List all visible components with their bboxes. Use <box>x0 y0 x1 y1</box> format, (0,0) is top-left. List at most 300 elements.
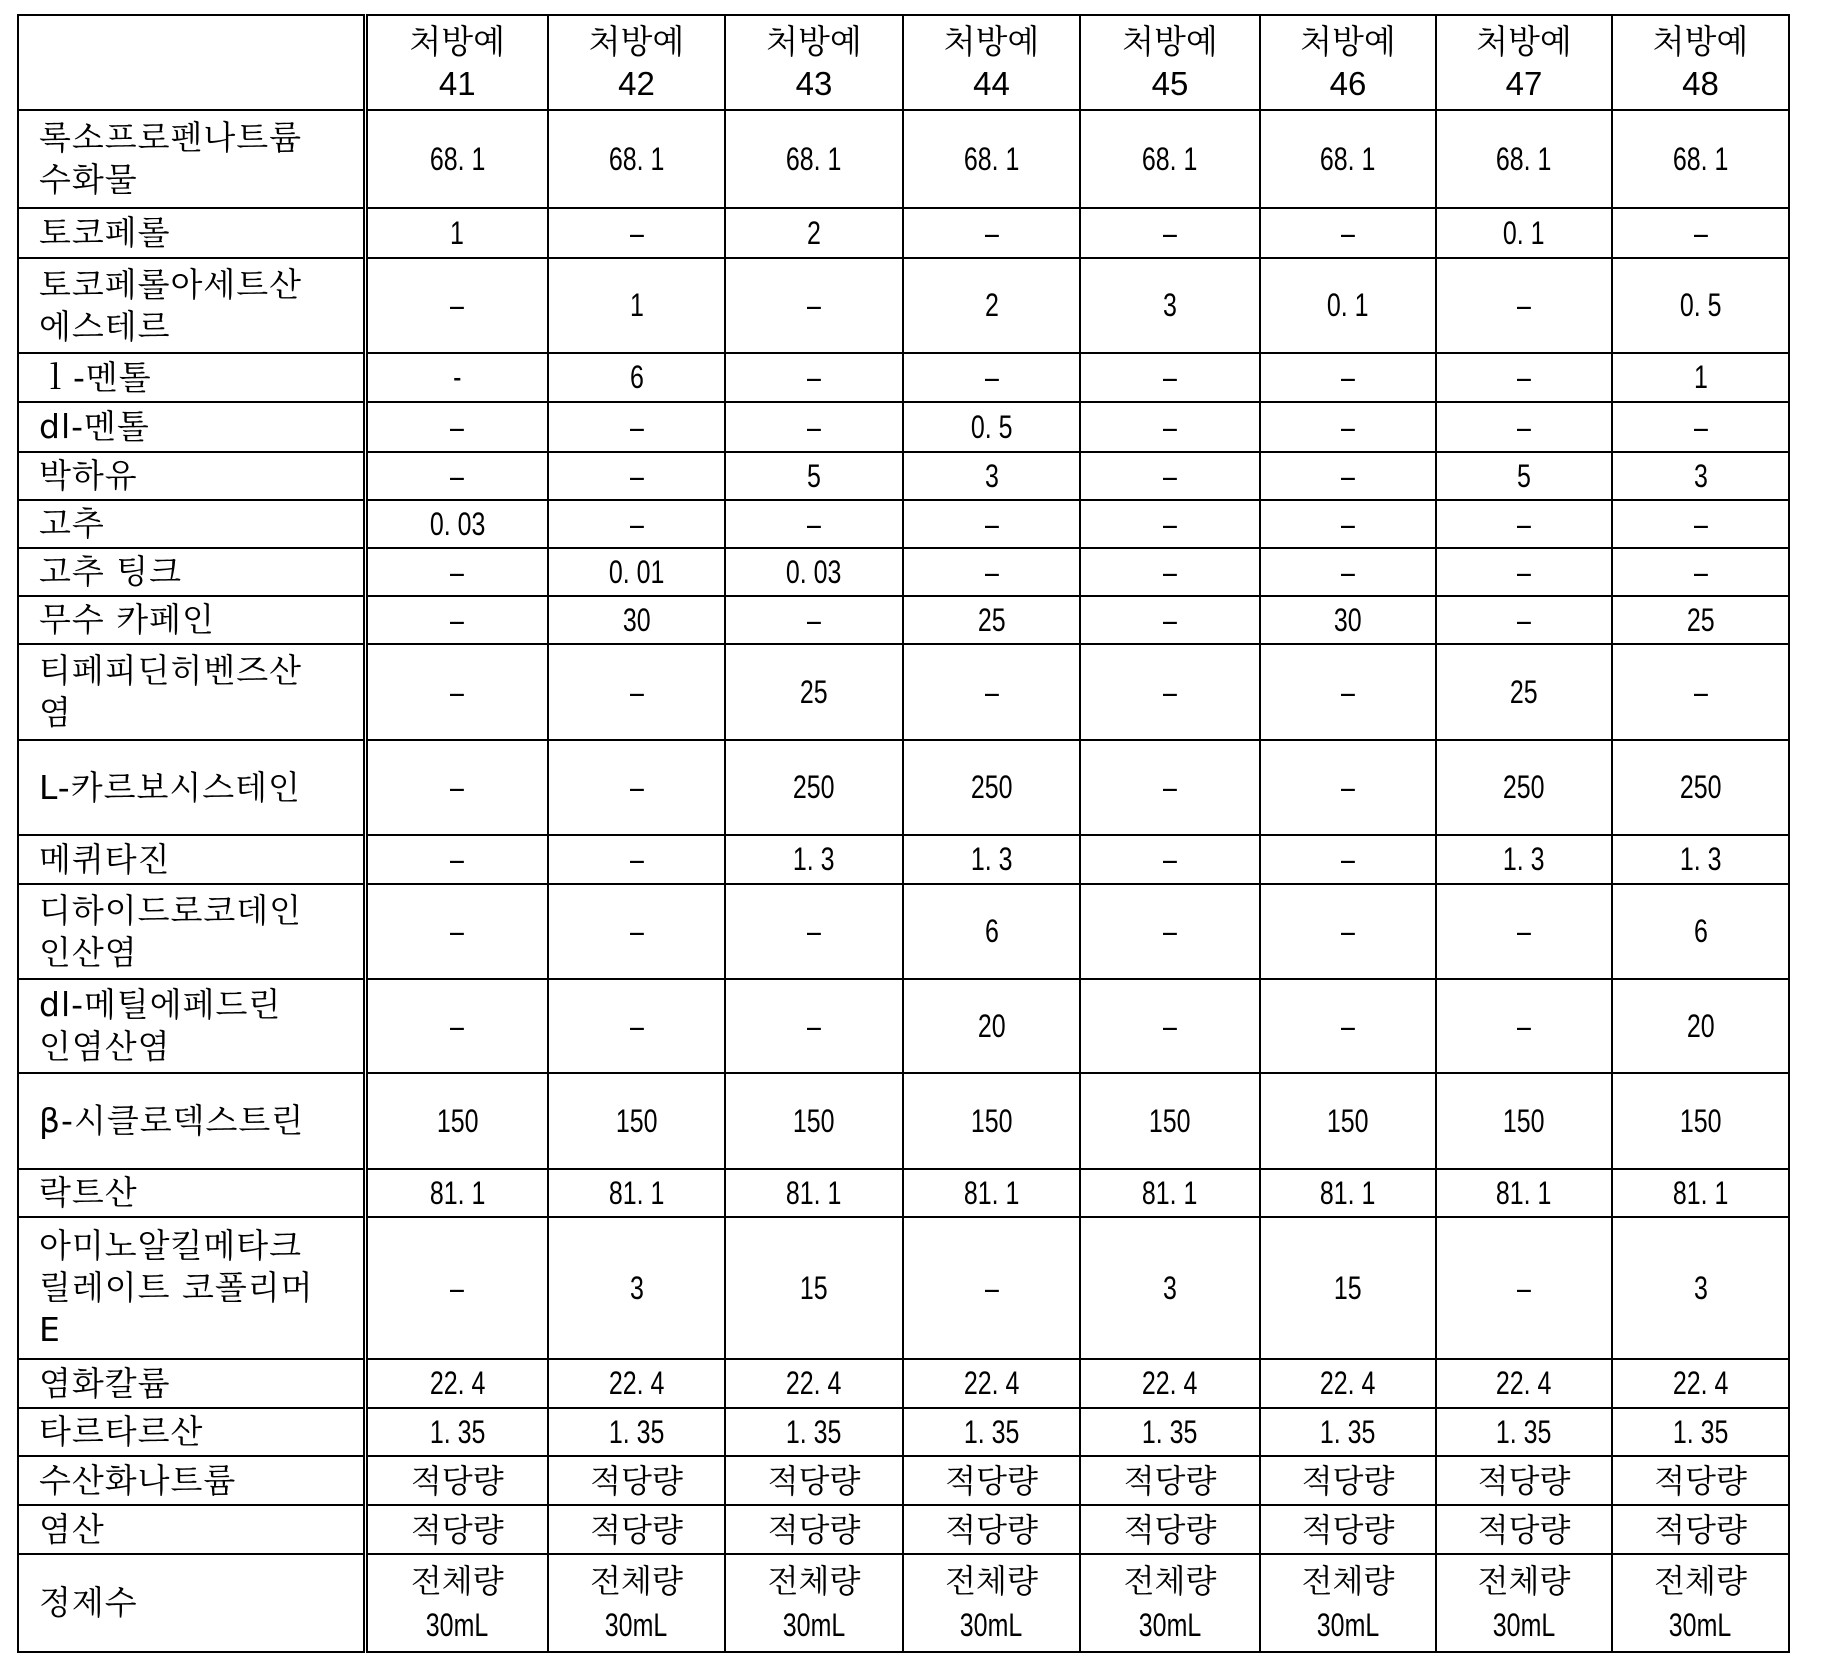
amount-value: – <box>984 673 999 710</box>
amount-value: – <box>629 214 644 251</box>
amount-cell <box>903 208 1080 258</box>
amount-cell <box>1612 402 1789 452</box>
table-row <box>18 1073 1789 1169</box>
amount-value: 20 <box>1686 1007 1715 1044</box>
amount-value: – <box>450 457 465 494</box>
amount-value: – <box>1341 214 1355 251</box>
amount-cell <box>725 548 903 596</box>
amount-cell <box>365 1408 548 1456</box>
amount-value: 250 <box>793 769 835 805</box>
amount-value: – <box>1341 1007 1355 1044</box>
amount-value: 적당량 <box>590 1461 683 1500</box>
amount-value: – <box>629 769 644 805</box>
amount-cell <box>725 452 903 500</box>
amount-value: 68. 1 <box>1142 140 1198 177</box>
column-header-title: 처방예 <box>943 21 1040 61</box>
amount-cell <box>1260 402 1436 452</box>
ingredient-name-line: ｌ-멘톨 <box>39 357 152 397</box>
amount-cell <box>725 979 903 1073</box>
amount-cell <box>548 1408 725 1456</box>
amount-cell <box>903 644 1080 740</box>
table-row <box>18 979 1789 1073</box>
amount-value: 22. 4 <box>429 1365 485 1401</box>
amount-value: – <box>450 913 465 949</box>
amount-cell <box>1436 644 1612 740</box>
amount-value: 적당량 <box>1301 1510 1395 1549</box>
amount-cell <box>1260 1073 1436 1169</box>
column-header-number: 46 <box>1329 64 1367 102</box>
amount-value: 3 <box>984 457 999 494</box>
amount-value: 전체량 <box>945 1562 1038 1600</box>
amount-value: – <box>1517 601 1531 638</box>
table-row <box>18 1456 1789 1505</box>
amount-value: 30 <box>622 601 651 638</box>
table-row <box>18 1359 1789 1408</box>
amount-value: 전체량 <box>1123 1562 1217 1600</box>
amount-value: 적당량 <box>945 1510 1038 1549</box>
amount-cell <box>903 548 1080 596</box>
amount-cell <box>1260 1217 1436 1359</box>
amount-value: – <box>984 553 999 590</box>
amount-value: 68. 1 <box>608 140 665 177</box>
amount-cell <box>548 740 725 835</box>
amount-value: 25 <box>1686 601 1715 638</box>
amount-value: 30mL <box>426 1607 489 1643</box>
ingredient-name-line: 티페피딘히벤즈산 <box>39 651 303 690</box>
amount-value: 3 <box>1163 1269 1177 1306</box>
amount-value: – <box>1163 408 1177 445</box>
amount-value: 적당량 <box>767 1461 861 1500</box>
amount-cell <box>1436 548 1612 596</box>
amount-value: 30mL <box>960 1607 1023 1643</box>
amount-cell <box>1080 1554 1260 1652</box>
column-header-44 <box>903 15 1080 110</box>
amount-cell <box>1436 1073 1612 1169</box>
amount-cell <box>1436 402 1612 452</box>
ingredient-name <box>18 740 365 835</box>
amount-cell <box>1080 740 1260 835</box>
amount-value: 0. 01 <box>608 553 665 590</box>
amount-value: – <box>1163 214 1177 251</box>
amount-cell <box>725 1359 903 1408</box>
amount-cell <box>1436 979 1612 1073</box>
amount-value: – <box>1517 1269 1531 1306</box>
amount-cell <box>548 1554 725 1652</box>
amount-value: – <box>1341 673 1355 710</box>
ingredient-name-line: 염산 <box>39 1509 105 1549</box>
amount-cell <box>903 402 1080 452</box>
amount-cell <box>1080 884 1260 979</box>
amount-value: 2 <box>807 214 821 251</box>
column-header-number: 47 <box>1505 64 1543 102</box>
table-row <box>18 740 1789 835</box>
amount-cell <box>1436 110 1612 208</box>
amount-value: 적당량 <box>1477 1510 1571 1549</box>
amount-cell <box>1436 1554 1612 1652</box>
amount-value: 68. 1 <box>1320 140 1376 177</box>
amount-value: – <box>1341 408 1355 445</box>
amount-value: – <box>1693 408 1708 445</box>
amount-value: – <box>1163 457 1177 494</box>
amount-cell <box>1612 1359 1789 1408</box>
amount-cell <box>365 644 548 740</box>
amount-value: 81. 1 <box>429 1174 485 1211</box>
column-header-42 <box>548 15 725 110</box>
amount-cell <box>1260 979 1436 1073</box>
table-row <box>18 644 1789 740</box>
amount-value: 150 <box>970 1102 1013 1139</box>
amount-cell <box>1612 596 1789 644</box>
amount-cell <box>1436 1169 1612 1217</box>
column-header-title: 처방예 <box>1122 21 1218 61</box>
amount-value: 1 <box>450 214 465 251</box>
amount-cell <box>1260 1169 1436 1217</box>
amount-value: – <box>1341 553 1355 590</box>
amount-value: 적당량 <box>410 1461 504 1500</box>
amount-cell <box>903 1554 1080 1652</box>
amount-cell <box>903 1217 1080 1359</box>
amount-cell <box>1260 596 1436 644</box>
amount-cell <box>1612 1554 1789 1652</box>
amount-value: 6 <box>984 913 999 949</box>
table-row <box>18 835 1789 884</box>
amount-cell <box>903 1408 1080 1456</box>
amount-cell <box>1612 1169 1789 1217</box>
amount-cell <box>1080 979 1260 1073</box>
amount-cell <box>1612 1505 1789 1554</box>
amount-cell <box>1436 1217 1612 1359</box>
amount-cell <box>725 110 903 208</box>
amount-value: 1. 35 <box>1320 1413 1376 1450</box>
amount-value: – <box>1163 673 1177 710</box>
amount-cell <box>365 740 548 835</box>
amount-cell <box>365 1169 548 1217</box>
amount-cell <box>725 1169 903 1217</box>
amount-value: – <box>1341 913 1355 949</box>
amount-value: – <box>450 553 465 590</box>
amount-cell <box>1080 1169 1260 1217</box>
corner-cell <box>18 15 365 110</box>
amount-value: 전체량 <box>410 1562 504 1600</box>
amount-value: – <box>1693 505 1708 542</box>
ingredient-name-line: 고추 팅크 <box>39 552 183 591</box>
amount-cell <box>903 1456 1080 1505</box>
amount-cell <box>1436 208 1612 258</box>
ingredient-name-line: 염 <box>39 693 72 732</box>
column-header-title: 처방예 <box>766 21 862 61</box>
amount-value: – <box>629 1007 644 1044</box>
amount-value: 3 <box>629 1269 644 1306</box>
amount-cell <box>365 548 548 596</box>
amount-cell <box>1436 884 1612 979</box>
amount-value: 68. 1 <box>786 140 842 177</box>
amount-cell <box>365 1554 548 1652</box>
amount-cell <box>903 1359 1080 1408</box>
amount-cell <box>1080 1505 1260 1554</box>
amount-cell <box>365 979 548 1073</box>
amount-value: – <box>450 1269 465 1306</box>
amount-cell <box>1080 208 1260 258</box>
ingredient-name-line: dl-메틸에페드린 <box>39 985 282 1024</box>
amount-value: 2 <box>984 287 999 323</box>
ingredient-name <box>18 208 365 258</box>
amount-value: 0. 5 <box>1679 287 1722 323</box>
amount-cell <box>1080 1359 1260 1408</box>
ingredient-name-line: 인산염 <box>39 932 138 972</box>
ingredient-name <box>18 835 365 884</box>
amount-cell <box>1612 740 1789 835</box>
amount-value: 적당량 <box>1654 1510 1747 1549</box>
amount-cell <box>1080 1217 1260 1359</box>
amount-cell <box>1260 835 1436 884</box>
table-row <box>18 353 1789 402</box>
amount-value: 1. 3 <box>1679 841 1722 877</box>
amount-cell <box>725 835 903 884</box>
table-row <box>18 452 1789 500</box>
ingredient-name-line: 메퀴타진 <box>39 839 171 879</box>
ingredient-name-line: 토코페롤 <box>39 213 171 252</box>
amount-value: 1. 35 <box>1672 1413 1729 1450</box>
amount-value: 5 <box>807 457 821 494</box>
amount-value: 전체량 <box>1301 1562 1395 1600</box>
amount-cell <box>365 1359 548 1408</box>
amount-cell <box>548 353 725 402</box>
amount-value: 5 <box>1517 457 1531 494</box>
amount-cell <box>548 835 725 884</box>
amount-value: – <box>1517 913 1531 949</box>
amount-value: 전체량 <box>1654 1562 1747 1600</box>
amount-cell <box>548 258 725 353</box>
amount-value: – <box>1341 457 1355 494</box>
amount-value: 30mL <box>782 1607 846 1643</box>
amount-value: – <box>629 457 644 494</box>
amount-cell <box>1260 258 1436 353</box>
amount-cell <box>1080 1408 1260 1456</box>
amount-value: 1. 35 <box>1142 1413 1198 1450</box>
amount-value: 68. 1 <box>1672 140 1729 177</box>
amount-cell <box>548 979 725 1073</box>
amount-value: 6 <box>629 359 644 395</box>
table-row <box>18 208 1789 258</box>
ingredient-name-line: 박하유 <box>39 456 138 495</box>
amount-value: 0. 5 <box>970 408 1013 445</box>
amount-value: 0. 03 <box>786 553 842 590</box>
amount-cell <box>725 1408 903 1456</box>
amount-cell <box>1080 1456 1260 1505</box>
amount-value: – <box>1341 505 1355 542</box>
amount-value: 1. 3 <box>1503 841 1545 877</box>
amount-cell <box>725 353 903 402</box>
ingredient-name <box>18 548 365 596</box>
amount-cell <box>1260 1359 1436 1408</box>
amount-cell <box>903 835 1080 884</box>
column-header-number: 41 <box>438 64 476 102</box>
amount-value: – <box>1163 505 1177 542</box>
column-header-41 <box>365 15 548 110</box>
amount-cell <box>725 1554 903 1652</box>
amount-value: – <box>984 1269 999 1306</box>
amount-cell <box>1260 884 1436 979</box>
ingredient-name <box>18 258 365 353</box>
amount-value: 81. 1 <box>1142 1174 1198 1211</box>
amount-cell <box>365 258 548 353</box>
amount-cell <box>365 500 548 548</box>
amount-value: – <box>984 505 999 542</box>
amount-cell <box>725 258 903 353</box>
amount-value: 적당량 <box>410 1510 504 1549</box>
amount-value: – <box>629 913 644 949</box>
table-row <box>18 548 1789 596</box>
amount-cell <box>1260 1408 1436 1456</box>
amount-cell <box>725 1217 903 1359</box>
ingredient-name-line: 염화칼륨 <box>39 1363 171 1403</box>
amount-value: 전체량 <box>590 1562 683 1600</box>
amount-cell <box>1612 353 1789 402</box>
amount-cell <box>903 979 1080 1073</box>
amount-cell <box>1260 1456 1436 1505</box>
amount-cell <box>1260 452 1436 500</box>
amount-value: 150 <box>436 1102 479 1139</box>
amount-value: 25 <box>977 601 1006 638</box>
column-header-46 <box>1260 15 1436 110</box>
amount-value: 0. 03 <box>429 505 485 542</box>
ingredient-name <box>18 1456 365 1505</box>
amount-value: – <box>1517 287 1531 323</box>
amount-value: 150 <box>615 1102 658 1139</box>
amount-cell <box>1080 110 1260 208</box>
amount-cell <box>1080 548 1260 596</box>
ingredient-name <box>18 979 365 1073</box>
amount-value: 0. 1 <box>1327 287 1369 323</box>
amount-value: 적당량 <box>945 1461 1038 1500</box>
amount-cell <box>725 208 903 258</box>
amount-value: – <box>450 601 465 638</box>
amount-cell <box>1612 1073 1789 1169</box>
amount-cell <box>365 1217 548 1359</box>
amount-cell <box>1260 1554 1436 1652</box>
amount-cell <box>548 596 725 644</box>
amount-value: 150 <box>1503 1102 1545 1139</box>
ingredient-name-line: 정제수 <box>39 1583 138 1622</box>
amount-value: – <box>984 214 999 251</box>
amount-value: 6 <box>1693 913 1708 949</box>
amount-cell <box>365 1456 548 1505</box>
amount-cell <box>1436 596 1612 644</box>
amount-cell <box>1612 110 1789 208</box>
amount-value: 81. 1 <box>608 1174 665 1211</box>
amount-cell <box>1612 548 1789 596</box>
amount-cell <box>725 1505 903 1554</box>
amount-cell <box>1080 452 1260 500</box>
amount-cell <box>1612 452 1789 500</box>
amount-value: – <box>807 913 821 949</box>
amount-value: 68. 1 <box>429 140 485 177</box>
amount-cell <box>1436 452 1612 500</box>
amount-value: 150 <box>1149 1102 1191 1139</box>
amount-value: 30mL <box>1669 1607 1732 1643</box>
amount-cell <box>725 596 903 644</box>
amount-cell <box>1260 548 1436 596</box>
amount-value: 적당량 <box>767 1510 861 1549</box>
ingredient-name-line: 디하이드로코데인 <box>39 890 303 930</box>
ingredient-name <box>18 402 365 452</box>
amount-value: – <box>1517 553 1531 590</box>
amount-cell <box>903 258 1080 353</box>
amount-cell <box>548 1169 725 1217</box>
amount-value: – <box>1517 408 1531 445</box>
amount-cell <box>903 740 1080 835</box>
amount-cell <box>548 644 725 740</box>
ingredient-name <box>18 1554 365 1652</box>
amount-cell <box>1080 353 1260 402</box>
amount-value: 15 <box>800 1269 828 1306</box>
amount-value: 68. 1 <box>1496 140 1552 177</box>
amount-value: 22. 4 <box>1496 1365 1552 1401</box>
amount-value: 적당량 <box>1477 1461 1571 1500</box>
amount-value: 적당량 <box>1301 1461 1395 1500</box>
amount-cell <box>1612 258 1789 353</box>
amount-cell <box>903 353 1080 402</box>
table-row <box>18 1408 1789 1456</box>
amount-cell <box>903 500 1080 548</box>
column-header-title: 처방예 <box>1652 21 1749 61</box>
ingredient-name <box>18 353 365 402</box>
amount-value: 30mL <box>1492 1607 1556 1643</box>
formulation-table <box>17 14 1790 1653</box>
amount-value: – <box>629 408 644 445</box>
amount-value: – <box>1341 769 1355 805</box>
amount-value: – <box>450 673 465 710</box>
amount-value: 1. 35 <box>429 1413 485 1450</box>
amount-cell <box>1436 258 1612 353</box>
ingredient-name <box>18 596 365 644</box>
amount-cell <box>1080 500 1260 548</box>
table-row <box>18 884 1789 979</box>
table-row <box>18 1554 1789 1652</box>
amount-cell <box>365 353 548 402</box>
amount-value: – <box>450 841 465 877</box>
amount-value: 22. 4 <box>1142 1365 1198 1401</box>
amount-cell <box>1436 1359 1612 1408</box>
amount-value: – <box>1163 913 1177 949</box>
amount-value: – <box>807 359 821 395</box>
amount-cell <box>365 884 548 979</box>
amount-cell <box>365 596 548 644</box>
column-header-43 <box>725 15 903 110</box>
amount-value: 250 <box>970 769 1013 805</box>
amount-cell <box>548 548 725 596</box>
column-header-47 <box>1436 15 1612 110</box>
amount-cell <box>1260 1505 1436 1554</box>
ingredient-name-line: E <box>39 1310 61 1349</box>
ingredient-name <box>18 1359 365 1408</box>
amount-value: – <box>1517 1007 1531 1044</box>
amount-cell <box>365 208 548 258</box>
amount-value: 68. 1 <box>963 140 1020 177</box>
ingredient-name-line: 록소프로펜나트륨 <box>39 118 303 157</box>
amount-cell <box>365 1073 548 1169</box>
column-header-number: 48 <box>1682 64 1719 102</box>
ingredient-name <box>18 1073 365 1169</box>
amount-value: 81. 1 <box>1672 1174 1729 1211</box>
amount-cell <box>1436 1456 1612 1505</box>
table-row <box>18 110 1789 208</box>
amount-cell <box>1436 740 1612 835</box>
amount-value: 적당량 <box>1123 1461 1217 1500</box>
amount-value: 81. 1 <box>786 1174 842 1211</box>
amount-value: - <box>453 359 462 395</box>
column-header-number: 44 <box>973 64 1010 102</box>
